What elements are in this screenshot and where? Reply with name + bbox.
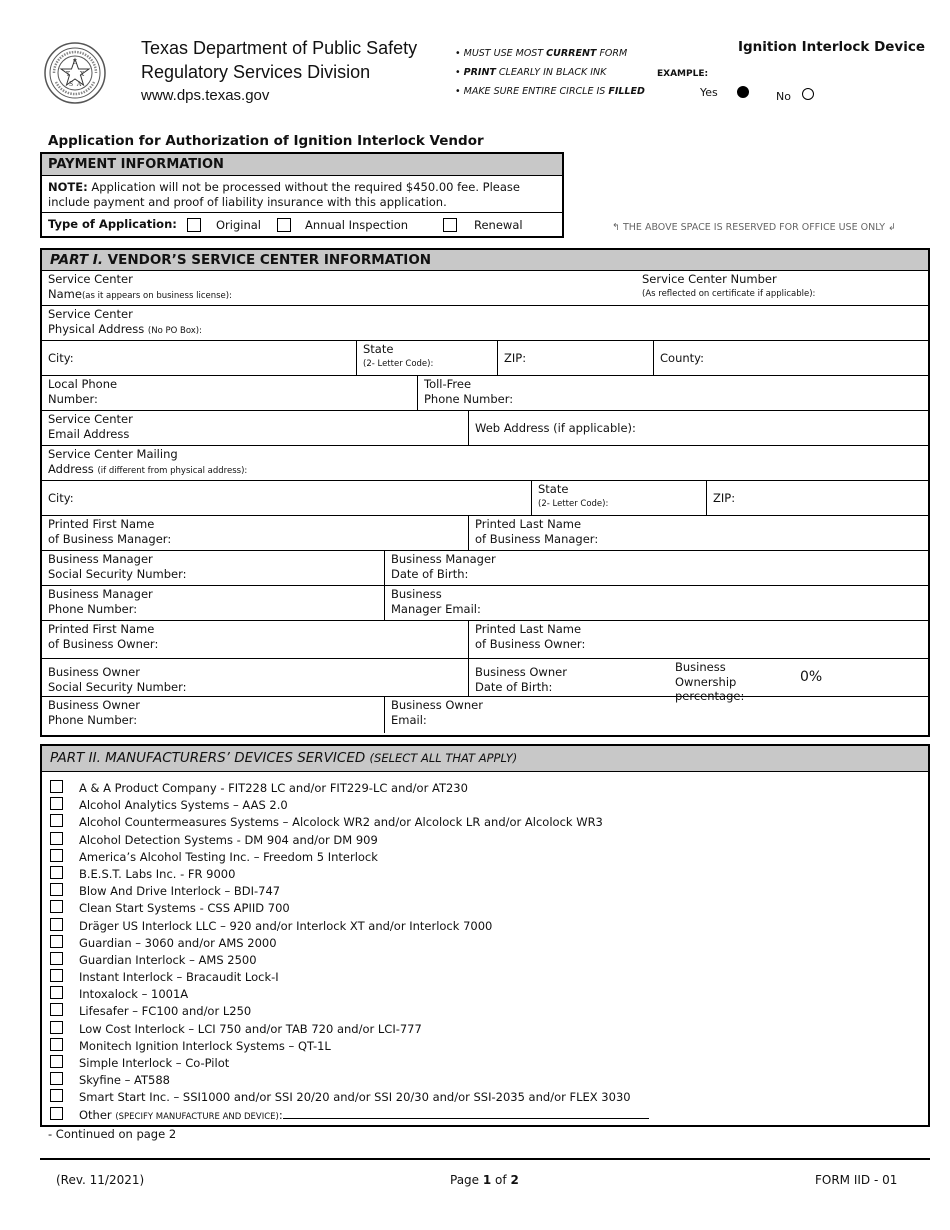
owner-email-field[interactable]: Business Owner Email:: [384, 697, 928, 733]
ownership-percentage-value[interactable]: 0%: [800, 669, 823, 686]
row-manager-name[interactable]: [42, 516, 928, 551]
device-label: Lifesafer – FC100 and/or L250: [79, 1004, 252, 1019]
row-city-state-zip-county[interactable]: [42, 341, 928, 376]
row-email-web[interactable]: [42, 411, 928, 446]
device-item[interactable]: [50, 1003, 928, 1020]
mailing-address-field[interactable]: Service Center Mailing Address (if different from physical address):: [48, 447, 248, 476]
device-checkbox[interactable]: [50, 952, 63, 965]
state-field[interactable]: State (2- Letter Code):: [356, 341, 498, 375]
device-label: Instant Interlock – Bracaudit Lock-I: [79, 970, 279, 985]
form-instructions: [455, 44, 645, 101]
document-title: Application for Authorization of Ignition Interlock Vendor: [48, 133, 484, 149]
manager-email-field[interactable]: Business Manager Email:: [384, 586, 928, 620]
agency-block: [141, 36, 417, 108]
owner-ssn-field[interactable]: Business Owner Social Security Number:: [48, 665, 187, 694]
device-item[interactable]: [50, 1038, 928, 1055]
ownership-percentage-label: Business Ownership percentage:: [675, 660, 745, 703]
device-label: Guardian – 3060 and/or AMS 2000: [79, 935, 277, 950]
part2-heading: PART II. MANUFACTURERS’ DEVICES SERVICED (SELECT ALL THAT APPLY): [42, 746, 928, 772]
device-checkbox[interactable]: [50, 1038, 63, 1051]
mailing-zip-field[interactable]: ZIP:: [706, 481, 928, 515]
device-item[interactable]: [50, 849, 928, 866]
device-checkbox[interactable]: [50, 1003, 63, 1016]
device-item[interactable]: [50, 952, 928, 969]
form-type-title: Ignition Interlock Device: [738, 39, 926, 55]
original-checkbox[interactable]: [187, 218, 201, 232]
device-checkbox[interactable]: [50, 969, 63, 982]
device-checkbox[interactable]: [50, 849, 63, 862]
device-checkbox[interactable]: [50, 814, 63, 827]
example-label: EXAMPLE:: [657, 69, 709, 79]
device-checkbox[interactable]: [50, 883, 63, 896]
county-field[interactable]: County:: [653, 341, 928, 375]
instruction-2: • PRINT CLEARLY IN BLACK INK: [455, 67, 607, 78]
device-item[interactable]: [50, 969, 928, 986]
dps-seal-icon: [44, 42, 106, 104]
agency-name: Texas Department of Public Safety: [141, 38, 418, 58]
annual-inspection-checkbox[interactable]: [277, 218, 291, 232]
manager-phone-field[interactable]: Business Manager Phone Number:: [48, 587, 153, 616]
device-checkbox[interactable]: [50, 986, 63, 999]
other-label: Other: [79, 1107, 112, 1122]
other-device-checkbox[interactable]: [50, 1107, 63, 1120]
svg-text:T: T: [65, 71, 71, 78]
device-item[interactable]: [50, 900, 928, 917]
device-label: America’s Alcohol Testing Inc. – Freedom 5 Interlock: [79, 849, 378, 864]
row-mailing-city-state-zip[interactable]: [42, 481, 928, 516]
owner-last-name-field[interactable]: Printed Last Name of Business Owner:: [468, 621, 928, 658]
row-owner-ssn-dob-pct[interactable]: [42, 659, 928, 703]
row-owner-phone-email[interactable]: [42, 697, 928, 733]
renewal-label: Renewal: [474, 218, 523, 232]
device-label: Simple Interlock – Co-Pilot: [79, 1056, 230, 1070]
payment-note: NOTE: Application will not be processed without the required $450.00 fee. Please include payment and proof of liability insurance with this application.: [42, 176, 562, 213]
device-label: Monitech Ignition Interlock Systems – QT-1L: [79, 1038, 331, 1053]
device-list: [42, 772, 928, 1126]
device-label: Clean Start Systems - CSS APIID 700: [79, 901, 290, 916]
device-label: Blow And Drive Interlock – BDI-747: [79, 884, 281, 899]
device-label: Dräger US Interlock LLC – 920 and/or Interlock XT and/or Interlock 7000: [79, 918, 493, 933]
row-phones[interactable]: [42, 376, 928, 411]
payment-heading: PAYMENT INFORMATION: [42, 154, 562, 176]
continued-note: - Continued on page 2: [48, 1127, 177, 1141]
device-label: Intoxalock – 1001A: [79, 987, 189, 1002]
agency-division: Regulatory Services Division: [141, 62, 371, 82]
row-service-center-name[interactable]: [42, 271, 928, 306]
device-label: Alcohol Analytics Systems – AAS 2.0: [79, 798, 288, 813]
device-label: Low Cost Interlock – LCI 750 and/or TAB 720 and/or LCI-777: [79, 1021, 422, 1036]
device-item[interactable]: [50, 780, 928, 797]
instruction-3: • MAKE SURE ENTIRE CIRCLE IS FILLED: [455, 86, 645, 97]
device-checkbox[interactable]: [50, 918, 63, 931]
device-checkbox[interactable]: [50, 1055, 63, 1068]
svg-text:X: X: [79, 71, 85, 78]
example-no: No: [776, 88, 814, 103]
row-physical-address[interactable]: [42, 306, 928, 341]
device-item[interactable]: [50, 883, 928, 900]
renewal-checkbox[interactable]: [443, 218, 457, 232]
revision-date: (Rev. 11/2021): [56, 1173, 145, 1187]
part2-devices: [40, 744, 930, 1127]
device-label: Alcohol Countermeasures Systems – Alcolock WR2 and/or Alcolock LR and/or Alcolock WR3: [79, 815, 603, 830]
form-id: FORM IID - 01: [815, 1173, 898, 1187]
device-label: A & A Product Company - FIT228 LC and/or FIT229-LC and/or AT230: [79, 781, 468, 795]
part1-heading: PART I. VENDOR’S SERVICE CENTER INFORMATION: [42, 250, 928, 271]
device-checkbox[interactable]: [50, 935, 63, 948]
svg-text:S: S: [68, 81, 74, 88]
manager-last-name-field[interactable]: Printed Last Name of Business Manager:: [468, 516, 928, 550]
svg-text:A: A: [76, 81, 82, 88]
device-checkbox[interactable]: [50, 1021, 63, 1034]
row-mailing-address[interactable]: [42, 446, 928, 481]
device-item[interactable]: [50, 797, 928, 814]
manager-ssn-field[interactable]: Business Manager Social Security Number:: [48, 552, 187, 581]
device-item[interactable]: [50, 814, 928, 831]
mailing-city-field[interactable]: City:: [48, 490, 74, 505]
part1-vendor-info: [40, 248, 930, 737]
device-item[interactable]: [50, 986, 928, 1003]
local-phone-field[interactable]: Local Phone Number:: [48, 377, 118, 406]
application-type-label: Type of Application:: [48, 217, 177, 231]
device-label: B.E.S.T. Labs Inc. - FR 9000: [79, 866, 236, 881]
manager-first-name-field[interactable]: Printed First Name of Business Manager:: [48, 517, 172, 546]
filled-circle-icon: [737, 86, 749, 98]
service-center-email-field[interactable]: Service Center Email Address: [48, 412, 133, 441]
physical-address-field[interactable]: Service Center Physical Address (No PO Box):: [48, 307, 202, 336]
row-manager-ssn-dob[interactable]: [42, 551, 928, 586]
device-item-other[interactable]: Other (SPECIFY MANUFACTURE AND DEVICE):: [50, 1107, 928, 1124]
owner-phone-field[interactable]: Business Owner Phone Number:: [48, 698, 140, 727]
device-checkbox[interactable]: [50, 900, 63, 913]
row-manager-phone-email[interactable]: [42, 586, 928, 621]
example-yes: Yes: [700, 86, 749, 99]
device-item[interactable]: [50, 1089, 928, 1106]
row-owner-name[interactable]: [42, 621, 928, 659]
owner-first-name-field[interactable]: Printed First Name of Business Owner:: [48, 622, 159, 651]
device-label: Smart Start Inc. – SSI1000 and/or SSI 20/20 and/or SSI 20/30 and/or SSI-2035 and/or FLEX 3030: [79, 1090, 631, 1105]
device-checkbox[interactable]: [50, 780, 63, 793]
svg-text:E: E: [72, 59, 78, 66]
device-checkbox[interactable]: [50, 866, 63, 879]
device-item[interactable]: [50, 918, 928, 935]
device-label: Skyfine – AT588: [79, 1073, 170, 1088]
device-item[interactable]: [50, 832, 928, 849]
device-label: Guardian Interlock – AMS 2500: [79, 952, 257, 967]
owner-dob-field[interactable]: Business Owner Date of Birth:: [468, 659, 668, 696]
service-center-name-field[interactable]: Service Center Name(as it appears on business license):: [48, 272, 232, 301]
device-checkbox[interactable]: [50, 832, 63, 845]
zip-field[interactable]: ZIP:: [497, 341, 654, 375]
mailing-state-field[interactable]: State (2- Letter Code):: [531, 481, 707, 515]
service-center-number-field[interactable]: Service Center Number (As reflected on certificate if applicable):: [642, 272, 816, 299]
page-number: Page 1 of 2: [450, 1173, 519, 1187]
manager-dob-field[interactable]: Business Manager Date of Birth:: [384, 551, 928, 585]
footer-divider: [40, 1158, 930, 1160]
tollfree-phone-field[interactable]: Toll-Free Phone Number:: [417, 376, 927, 410]
web-address-field[interactable]: Web Address (if applicable):: [468, 411, 928, 445]
instruction-1: • MUST USE MOST CURRENT FORM: [455, 48, 628, 59]
payment-information: [40, 152, 564, 238]
device-label: Alcohol Detection Systems - DM 904 and/or DM 909: [79, 832, 378, 847]
device-item[interactable]: [50, 935, 928, 952]
agency-website: www.dps.texas.gov: [141, 87, 270, 104]
device-item[interactable]: [50, 1055, 928, 1072]
device-checkbox[interactable]: [50, 797, 63, 810]
other-note: (SPECIFY MANUFACTURE AND DEVICE): [115, 1111, 279, 1122]
original-label: Original: [216, 218, 262, 232]
device-checkbox[interactable]: [50, 1089, 63, 1102]
annual-inspection-label: Annual Inspection: [305, 218, 409, 232]
city-field[interactable]: City:: [48, 350, 74, 365]
device-item[interactable]: [50, 1021, 928, 1038]
office-use-note: ↰ THE ABOVE SPACE IS RESERVED FOR OFFICE USE ONLY ↲: [612, 222, 897, 233]
device-checkbox[interactable]: [50, 1072, 63, 1085]
device-item[interactable]: [50, 866, 928, 883]
device-item[interactable]: [50, 1072, 928, 1089]
application-type-row: [42, 213, 562, 237]
empty-circle-icon: [802, 88, 814, 100]
other-device-input[interactable]: [283, 1109, 649, 1119]
